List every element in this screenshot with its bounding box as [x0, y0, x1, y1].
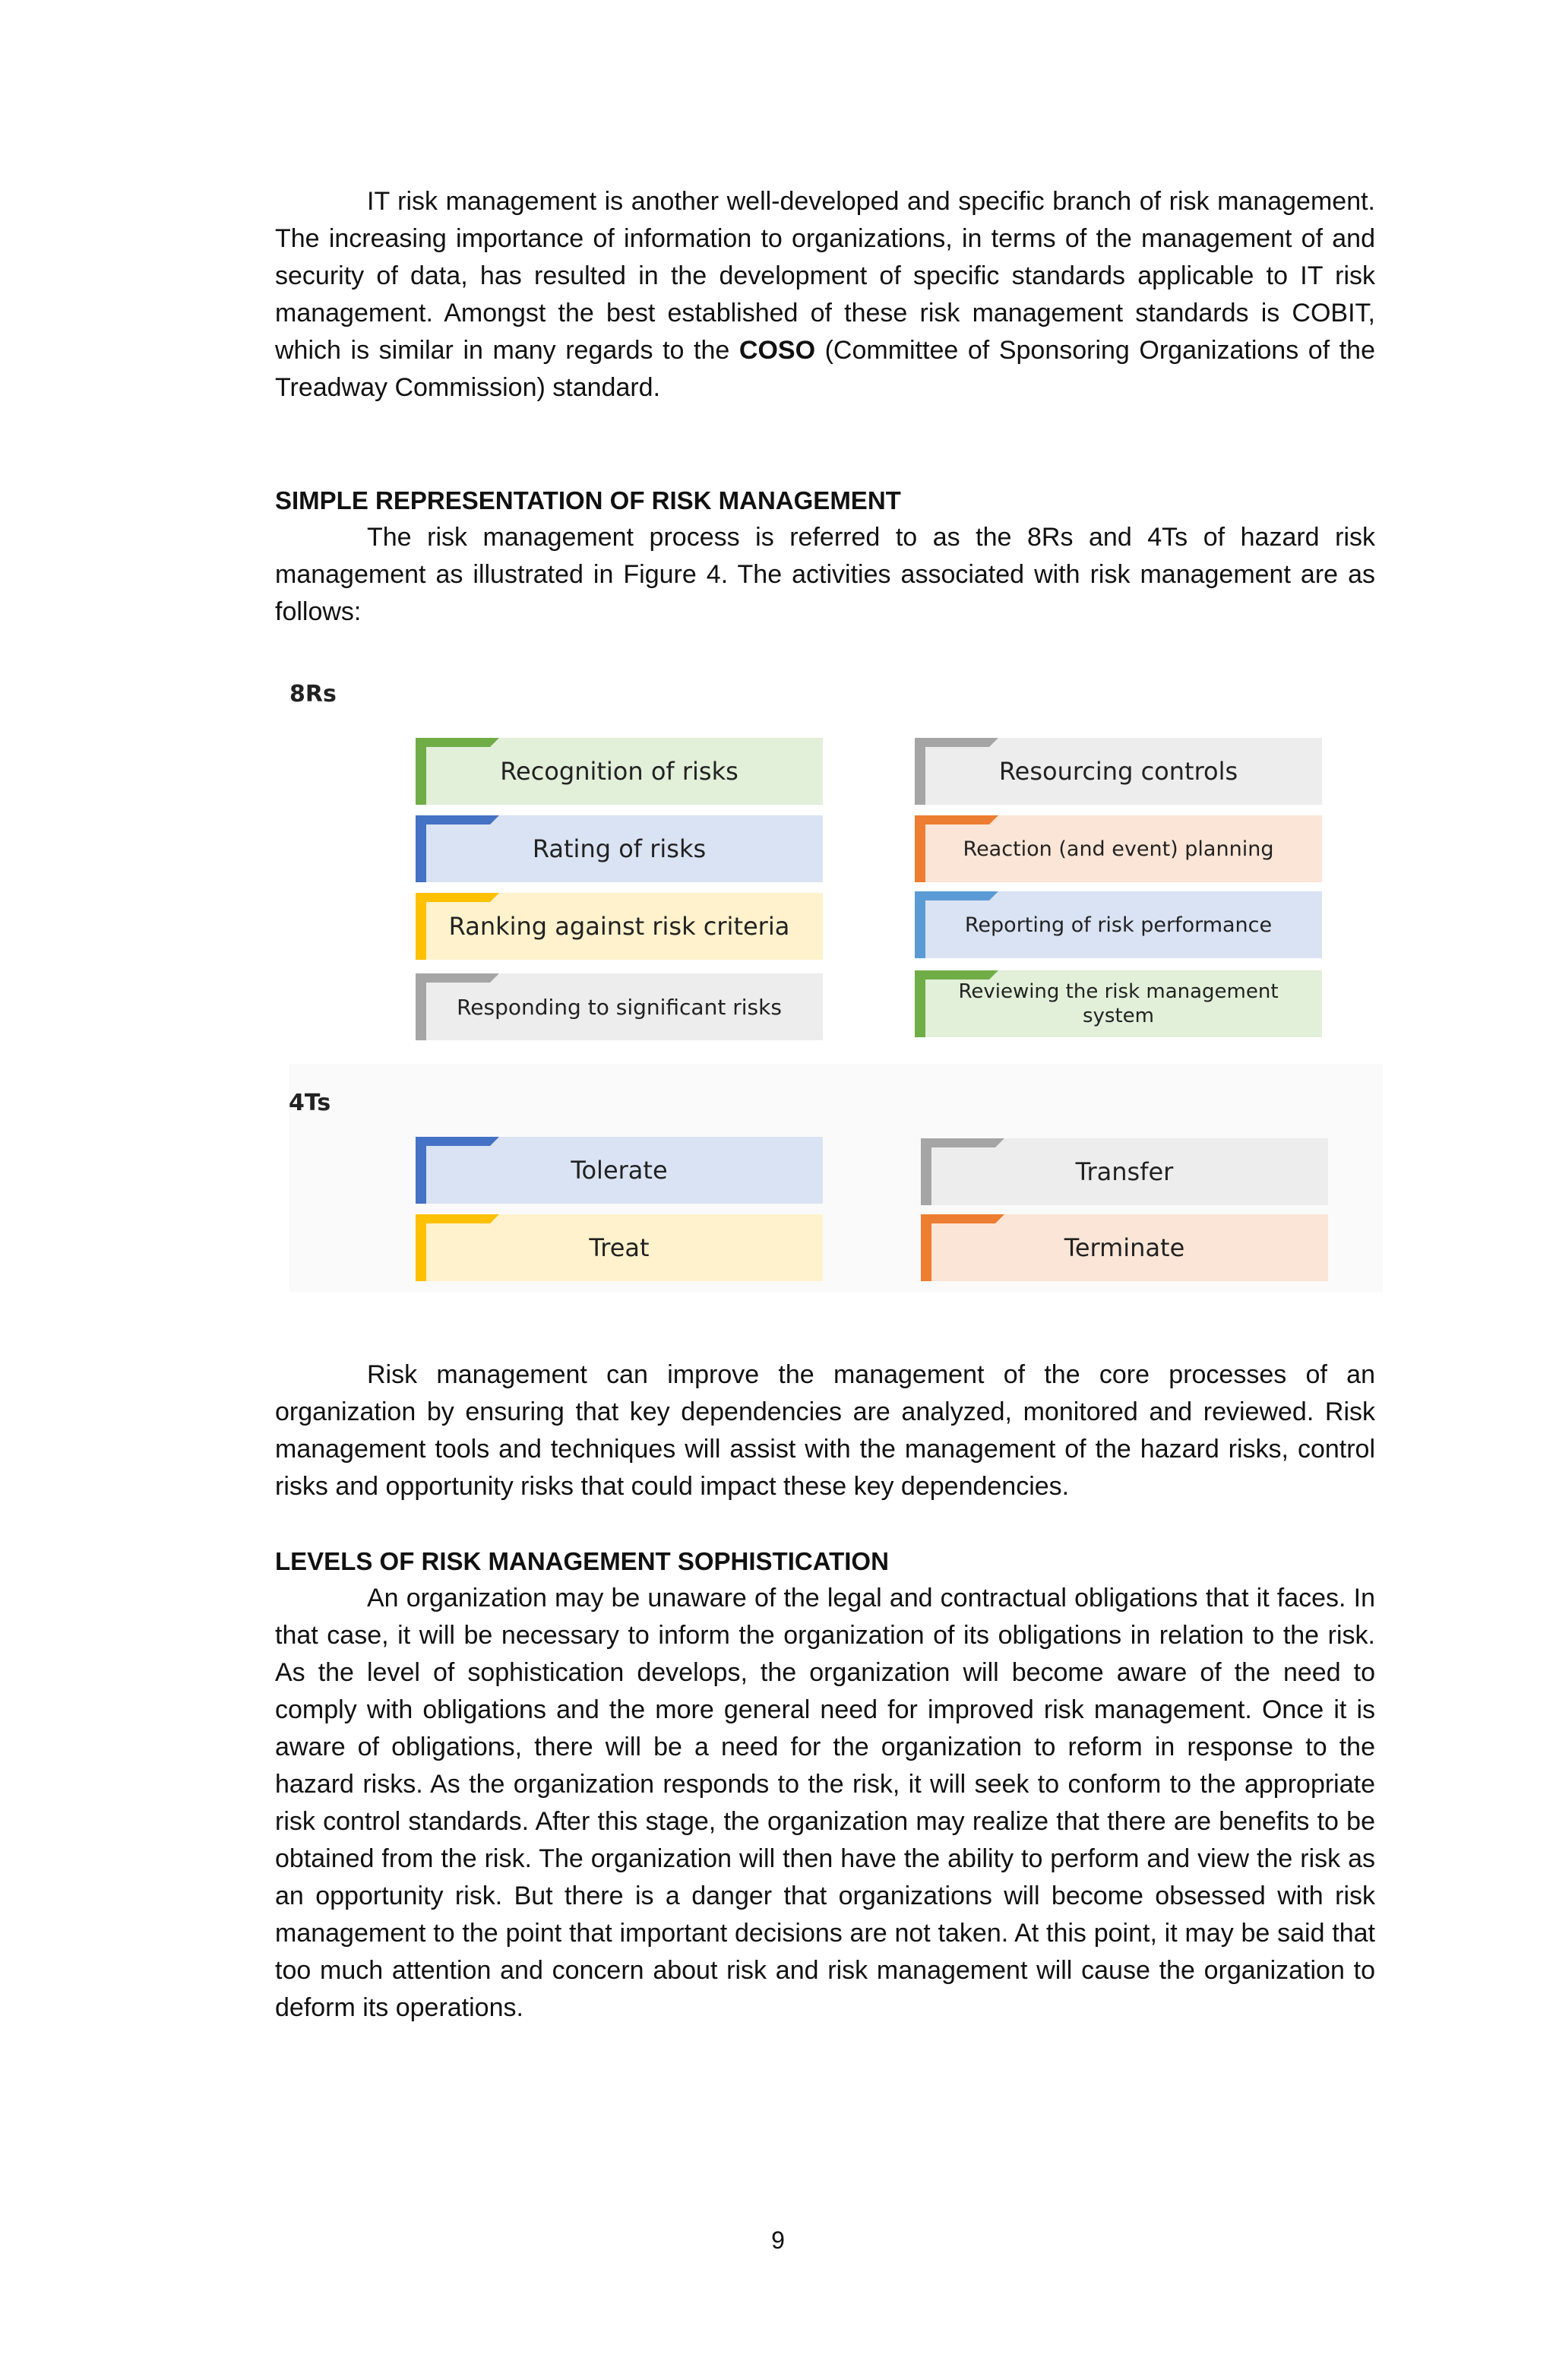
section2-paragraph — [275, 1580, 1375, 2027]
figure-card-rs-right-3 — [915, 970, 1322, 1037]
figure-card-rs-right-2 — [915, 891, 1322, 958]
core-processes-paragraph — [275, 1356, 1375, 1505]
figure-card-rs-left-1 — [416, 815, 823, 882]
figure-card-rs-left-3 — [416, 973, 823, 1040]
figure-card-rs-right-1 — [915, 815, 1322, 882]
section-heading-simple-representation: SIMPLE REPRESENTATION OF RISK MANAGEMENT — [275, 486, 901, 514]
figure-label-4ts: 4Ts — [289, 1090, 331, 1116]
coso-bold: COSO — [738, 336, 816, 365]
figure-card-label: Reaction (and event) planning — [963, 837, 1274, 861]
section1-text: The risk management process is referred to as the 8Rs and 4Ts of hazard risk management as illustrated in Figure 4. The activities associated with risk management are as follows: — [275, 523, 1375, 626]
figure-card-label: Ranking against risk criteria — [448, 912, 790, 941]
intro-text-end: (Committee of Sponsoring Organizations of the Treadway Commission) standard. — [275, 336, 1375, 402]
figure-card-label: Transfer — [1075, 1157, 1174, 1186]
figure-card-ts-right-1 — [921, 1214, 1328, 1281]
paragraph2-text: Risk management can improve the management of the core processes of an organization by ensuring that key dependencies are analyzed, monitored and reviewed. Risk management tools and techniques will assist with the management of the hazard risks, control risks and opportunity risks that could impact these key dependencies. — [275, 1360, 1375, 1501]
corner-bracket-icon — [416, 738, 499, 805]
corner-bracket-icon — [416, 1214, 499, 1281]
figure-card-label: Rating of risks — [532, 834, 707, 863]
figure-card-label: Terminate — [1064, 1233, 1185, 1262]
figure-card-rs-left-2 — [416, 893, 823, 960]
figure-card-label: Resourcing controls — [998, 757, 1238, 786]
corner-bracket-icon — [921, 1214, 1004, 1281]
figure-card-label: Recognition of risks — [500, 757, 738, 786]
figure-card-rs-right-0 — [915, 738, 1322, 805]
figure-card-label: Responding to significant risks — [457, 994, 782, 1020]
figure-card-label: Reviewing the risk management system — [958, 980, 1279, 1027]
section1-paragraph — [275, 519, 1375, 631]
figure-card-label: Tolerate — [571, 1156, 668, 1185]
figure-card-rs-left-0 — [416, 738, 823, 805]
figure-card-ts-left-1 — [416, 1214, 823, 1281]
page-number: 9 — [771, 2227, 785, 2254]
section-heading-levels: LEVELS OF RISK MANAGEMENT SOPHISTICATION — [275, 1547, 889, 1575]
corner-bracket-icon — [921, 1138, 1004, 1205]
section2-text: An organization may be unaware of the legal and contractual obligations that it faces. In that case, it will be necessary to inform the organization of its obligations in relation to the risk. As the level of sophistication develops, the organization will become aware of the need to comply with obligations and the more general need for improved risk management. Once it is aware of obligations, there will be a need for the organization to reform in response to the hazard risks. As the organization responds to the risk, it will seek to conform to the appropriate risk control standards. After this stage, the organization may realize that there are benefits to be obtained from the risk. The organization will then have the ability to perform and view the risk as an opportunity risk. But there is a danger that organizations will become obsessed with risk management to the point that important decisions are not taken. At this point, it may be said that too much attention and concern about risk and risk management will cause the organization to deform its operations. — [275, 1584, 1375, 2022]
figure-card-ts-right-0 — [921, 1138, 1328, 1205]
figure-card-label: Reporting of risk performance — [964, 913, 1273, 937]
figure-card-ts-left-0 — [416, 1137, 823, 1204]
corner-bracket-icon — [915, 738, 998, 805]
figure-card-label: Treat — [589, 1233, 650, 1262]
intro-text: IT risk management is another well-developed and specific branch of risk management. The increasing importance of information to organizations, in terms of the management of and security of data, has resulted in the development of specific standards applicable to IT risk management. Amongst the best established of these risk management standards is COBIT, which is similar in many regards to the — [275, 187, 1375, 365]
corner-bracket-icon — [416, 815, 499, 882]
figure-label-8rs: 8Rs — [289, 681, 337, 707]
intro-paragraph — [275, 183, 1375, 407]
corner-bracket-icon — [416, 1137, 499, 1204]
